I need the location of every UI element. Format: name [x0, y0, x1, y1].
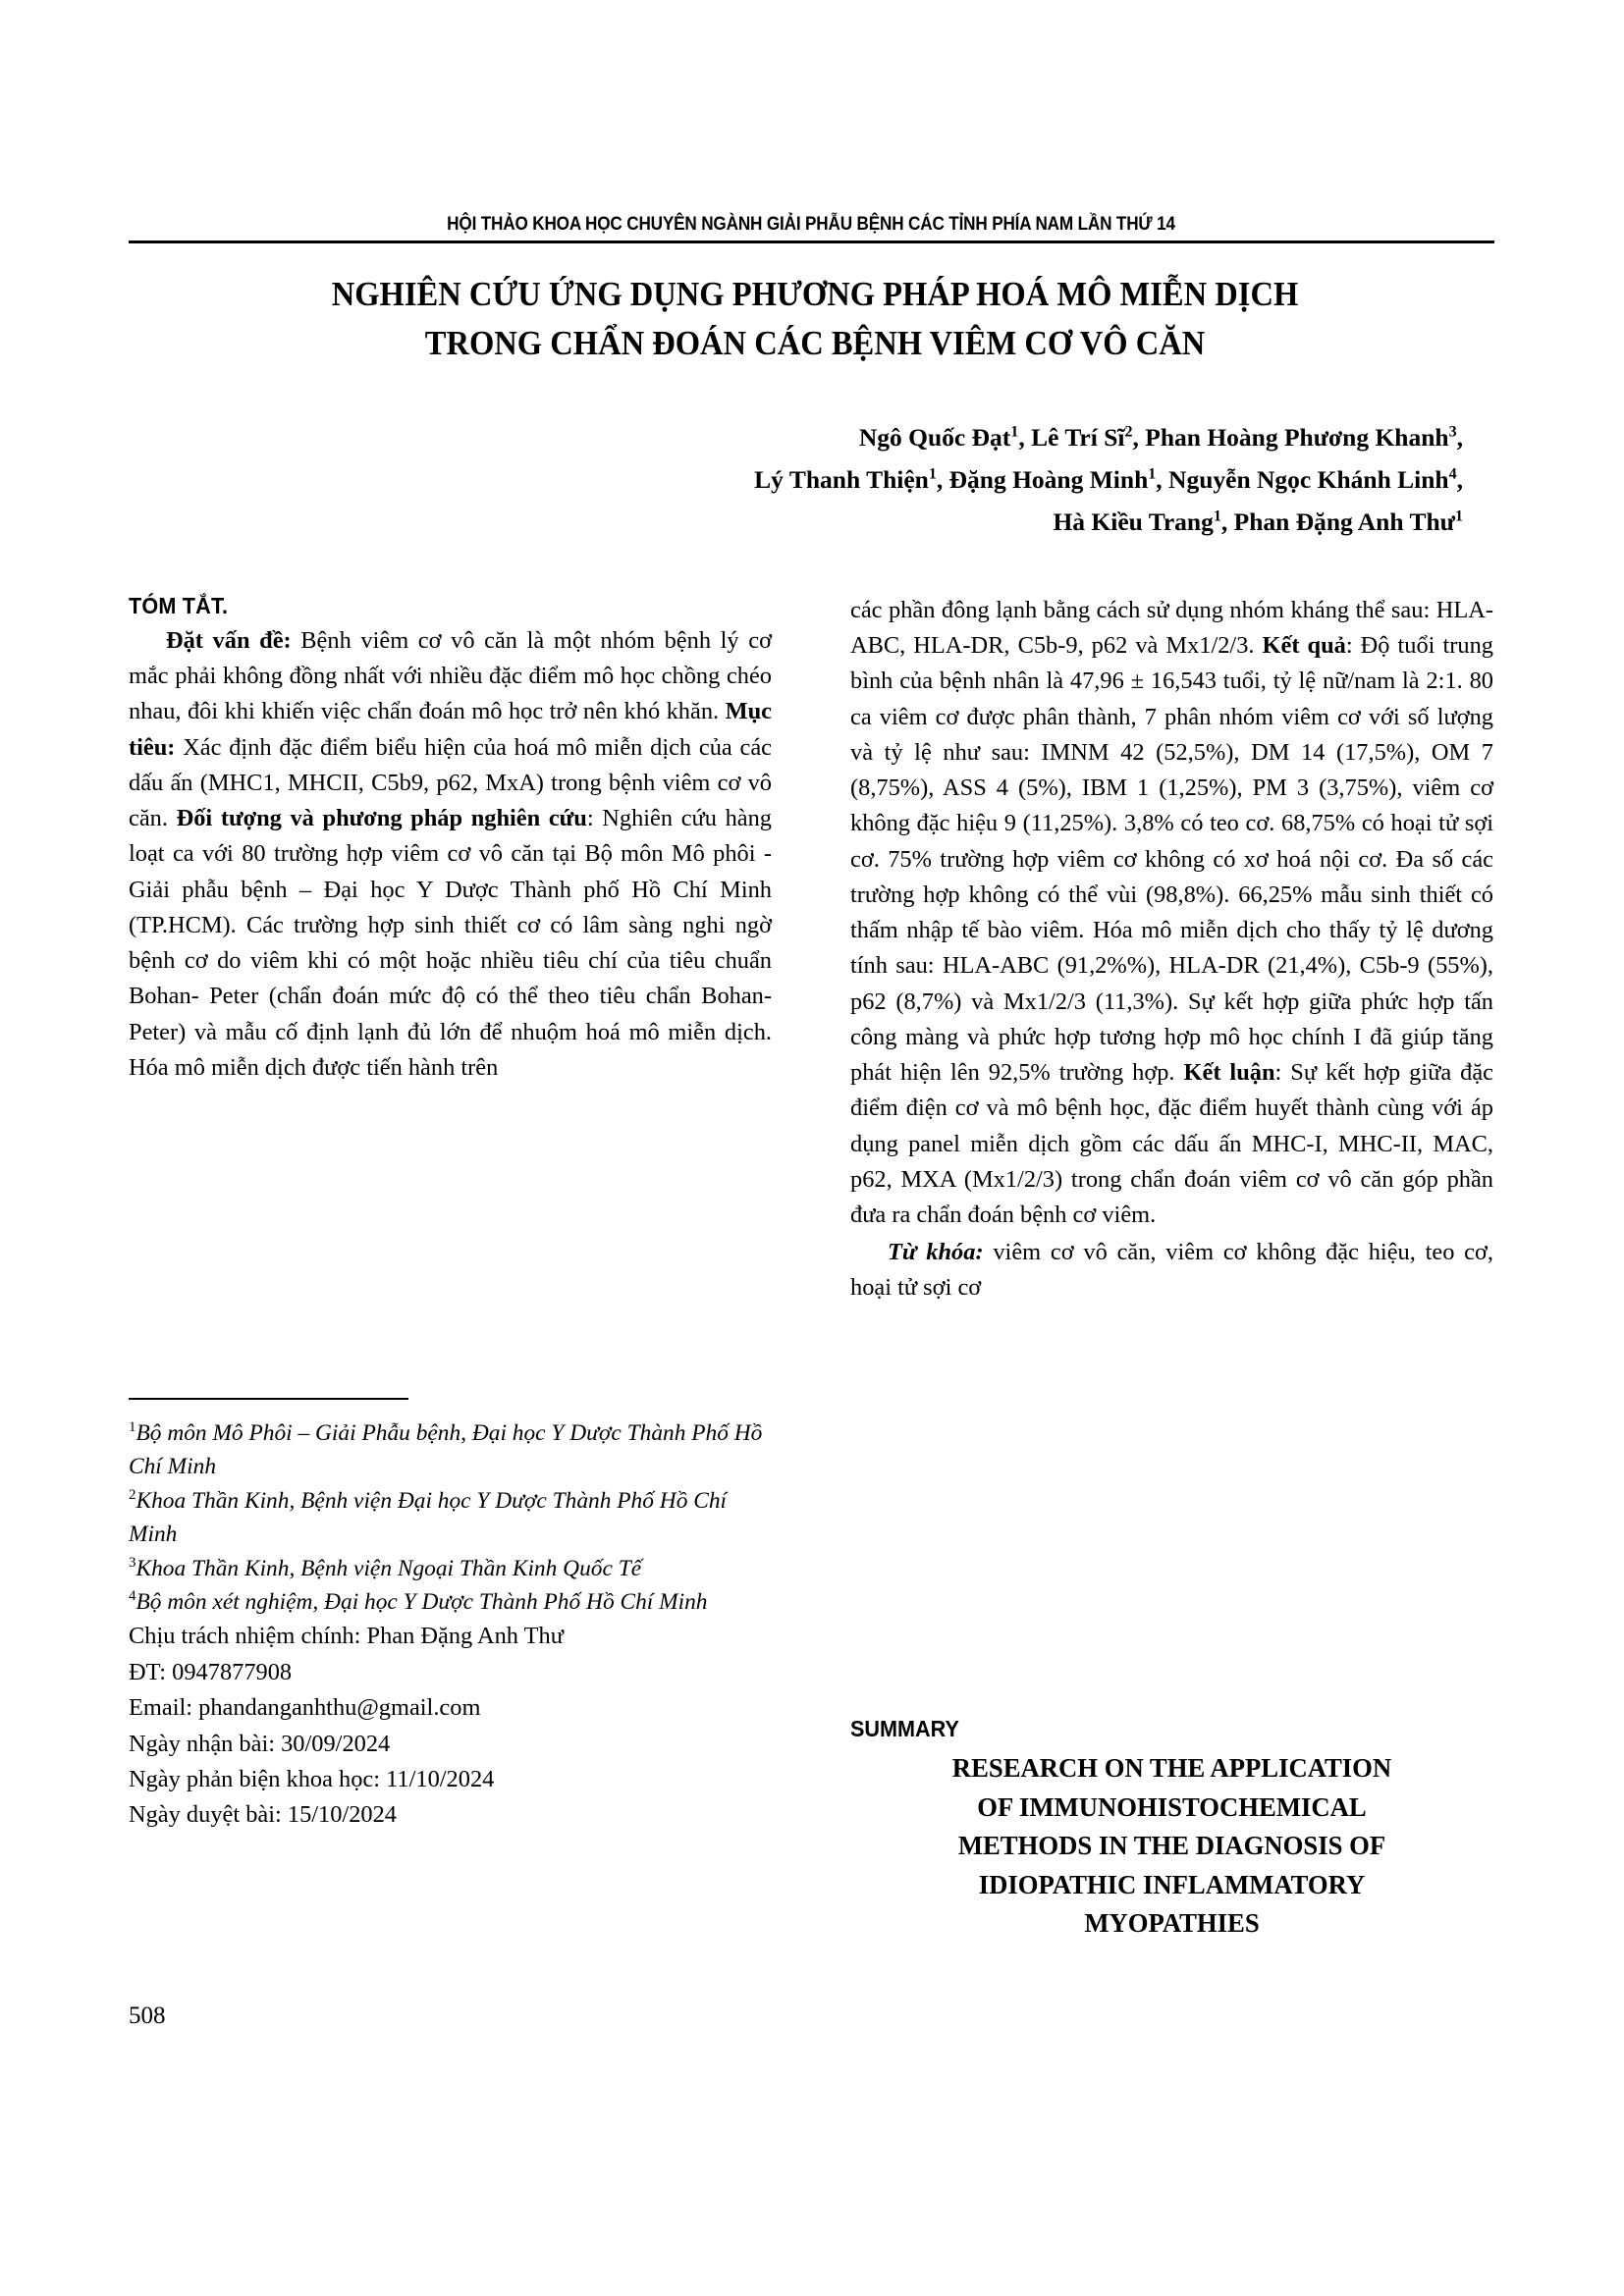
summary-title-line-3: METHODS IN THE DIAGNOSIS OF: [957, 1830, 1386, 1861]
abstract-label-background: Đặt vấn đề:: [166, 627, 292, 654]
author-separator: , Lê Trí Sĩ: [1018, 423, 1125, 452]
affiliation-marker: 1: [129, 1419, 136, 1436]
date-received: Ngày nhận bài: 30/09/2024: [129, 1730, 391, 1757]
author-name: Hà Kiều Trang: [1053, 507, 1214, 536]
affiliation-marker: 3: [129, 1554, 136, 1571]
abstract-label-objective: Mục tiêu:: [129, 698, 772, 761]
author-affiliation-marker: 4: [1448, 465, 1457, 483]
author-line-2: [295, 459, 1463, 502]
author-separator: , Phan Đặng Anh Thư: [1220, 507, 1455, 536]
abstract-text-conclusion: : Sự kết hợp giữa đặc điểm điện cơ và mô bệnh học, đặc điểm huyết thành cùng với áp dụng panel miễn dịch gồm các dấu ấn MHC-I, MHC-II, MAC, p62, MXA (Mx1/2/3) trong chẩn đoán viêm cơ vô căn góp phần đưa ra chẩn đoán bệnh cơ viêm.: [850, 1059, 1493, 1228]
date-reviewed: Ngày phản biện khoa học: 11/10/2024: [129, 1765, 495, 1792]
affiliation-text: Khoa Thần Kinh, Bệnh viện Ngoại Thần Kinh Quốc Tế: [135, 1555, 642, 1581]
affiliation-text: Bộ môn Mô Phôi – Giải Phẫu bệnh, Đại học Y Dược Thành Phố Hồ Chí Minh: [129, 1420, 763, 1480]
author-separator: , Phan Hoàng Phương Khanh: [1132, 423, 1449, 452]
affiliation-1: [129, 1416, 772, 1484]
summary-title-line-5: MYOPATHIES: [1084, 1907, 1260, 1939]
affiliation-4: [129, 1585, 772, 1619]
author-affiliation-marker: 1: [1454, 507, 1463, 525]
author-line-3: [295, 502, 1463, 544]
affiliation-text: Khoa Thần Kinh, Bệnh viện Đại học Y Dược Thành Phố Hồ Chí Minh: [129, 1487, 728, 1548]
footnote-block: [129, 1416, 772, 1834]
author-affiliation-marker: 3: [1448, 423, 1457, 441]
author-separator: , Đặng Hoàng Minh: [936, 464, 1149, 494]
abstract-text-objective: Xác định đặc điểm biểu hiện của hoá mô miễn dịch của các dấu ấn (MHC1, MHCII, C5b9, p62, MxA) trong bệnh viêm cơ vô căn.: [129, 733, 772, 832]
author-line-1: [295, 417, 1463, 459]
abstract-paragraph-left: [129, 623, 772, 1086]
keywords-text: viêm cơ vô căn, viêm cơ không đặc hiệu, teo cơ, hoại tử sợi cơ: [850, 1239, 1493, 1302]
page-title-line-1: NGHIÊN CỨU ỨNG DỤNG PHƯƠNG PHÁP HOÁ MÔ MIỄN DỊCH: [331, 275, 1299, 313]
summary-block: [850, 1716, 1493, 1943]
abstract-text-background: Bệnh viêm cơ vô căn là một nhóm bệnh lý cơ mắc phải không đồng nhất với nhiều đặc điểm mô học chồng chéo nhau, đôi khi khiến việc chẩn đoán mô học trở nên khó khăn.: [129, 627, 772, 725]
abstract-column-left: [129, 593, 772, 1086]
summary-title-line-2: OF IMMUNOHISTOCHEMICAL: [977, 1790, 1367, 1822]
author-list: [295, 417, 1463, 543]
summary-heading: SUMMARY: [850, 1716, 959, 1741]
affiliation-marker: 4: [129, 1588, 136, 1605]
corresponding-author: Chịu trách nhiệm chính: Phan Đặng Anh Thư: [129, 1623, 564, 1650]
summary-title: [850, 1748, 1493, 1943]
keywords-label: Từ khóa:: [888, 1239, 984, 1266]
contact-phone: ĐT: 0947877908: [129, 1658, 293, 1685]
author-separator: ,: [1456, 423, 1463, 452]
footnote-divider-rule: [129, 1398, 408, 1400]
date-accepted: Ngày duyệt bài: 15/10/2024: [129, 1801, 398, 1829]
affiliation-3: [129, 1552, 772, 1585]
author-separator: , Nguyễn Ngọc Khánh Linh: [1156, 464, 1449, 494]
author-separator: ,: [1456, 464, 1463, 494]
abstract-column-right: [850, 593, 1493, 1307]
author-affiliation-marker: 1: [1010, 423, 1019, 441]
author-name: Ngô Quốc Đạt: [858, 423, 1011, 452]
keywords-paragraph: [850, 1235, 1493, 1306]
abstract-heading: TÓM TẮT.: [129, 593, 229, 618]
running-header-text: HỘI THẢO KHOA HỌC CHUYÊN NGÀNH GIẢI PHẪU BỆNH CÁC TỈNH PHÍA NAM LẦN THỨ 14: [447, 213, 1175, 235]
page-title: [177, 270, 1453, 367]
author-name: Lý Thanh Thiện: [754, 464, 929, 494]
page-title-line-2: TRONG CHẨN ĐOÁN CÁC BỆNH VIÊM CƠ VÔ CĂN: [424, 323, 1206, 362]
running-header: [129, 214, 1493, 235]
abstract-label-conclusion: Kết luận: [1183, 1059, 1275, 1087]
abstract-text-results: : Độ tuổi trung bình của bệnh nhân là 47,96 ± 16,543 tuổi, tỷ lệ nữ/nam là 2:1. 80 ca viêm cơ được phân thành, 7 phân nhóm viêm cơ với số lượng và tỷ lệ như sau: IMNM 42 (52,5%), DM 14 (17,5%), OM 7 (8,75%), ASS 4 (5%), IBM 1 (1,25%), PM 3 (3,75%), viêm cơ không đặc hiệu 9 (11,25%). 3,8% có teo cơ. 68,75% có hoại tử sợi cơ. 75% trường hợp viêm cơ không có xơ hoá nội cơ. Đa số các trường hợp không có thể vùi (98,8%). 66,25% mẫu sinh thiết có thấm nhập tế bào viêm. Hóa mô miễn dịch cho thấy tỷ lệ dương tính sau: HLA-ABC (91,2%%), HLA-DR (21,4%), C5b-9 (55%), p62 (8,7%) và Mx1/2/3 (11,3%). Sự kết hợp giữa phức hợp tấn công màng và phức hợp tương hợp mô học chính I đã giúp tăng phát hiện lên 92,5% trường hợp.: [850, 632, 1493, 1087]
abstract-text-continued: các phần đông lạnh bằng cách sử dụng nhóm kháng thể sau: HLA-ABC, HLA-DR, C5b-9, p62 và Mx1/2/3.: [850, 597, 1493, 660]
abstract-text-methods: : Nghiên cứu hàng loạt ca với 80 trường hợp viêm cơ vô căn tại Bộ môn Mô phôi - Giải phẫu bệnh – Đại học Y Dược Thành phố Hồ Chí Minh (TP.HCM). Các trường hợp sinh thiết cơ có lâm sàng nghi ngờ bệnh cơ do viêm khi có một hoặc nhiều tiêu chí của tiêu chuẩn Bohan- Peter (chẩn đoán mức độ có thể theo tiêu chẩn Bohan-Peter) và mẫu cố định lạnh đủ lớn để nhuộm hoá mô miễn dịch. Hóa mô miễn dịch được tiến hành trên: [129, 805, 773, 1081]
author-affiliation-marker: 1: [1148, 465, 1157, 483]
affiliation-2: [129, 1484, 772, 1552]
abstract-label-results: Kết quả: [1262, 632, 1346, 660]
summary-title-line-4: IDIOPATHIC INFLAMMATORY: [978, 1868, 1366, 1899]
affiliation-text: Bộ môn xét nghiệm, Đại học Y Dược Thành Phố Hồ Chí Minh: [135, 1589, 708, 1616]
page-number: 508: [129, 2002, 166, 2029]
abstract-paragraph-right: [850, 593, 1493, 1233]
summary-title-line-1: RESEARCH ON THE APPLICATION: [951, 1752, 1392, 1783]
abstract-label-methods: Đối tượng và phương pháp nghiên cứu: [176, 805, 587, 832]
header-divider-rule: [129, 240, 1494, 243]
contact-email: Email: phandanganhthu@gmail.com: [129, 1694, 481, 1722]
author-affiliation-marker: 2: [1124, 423, 1133, 441]
author-affiliation-marker: 1: [928, 465, 937, 483]
author-affiliation-marker: 1: [1213, 507, 1221, 525]
affiliation-marker: 2: [129, 1487, 136, 1504]
